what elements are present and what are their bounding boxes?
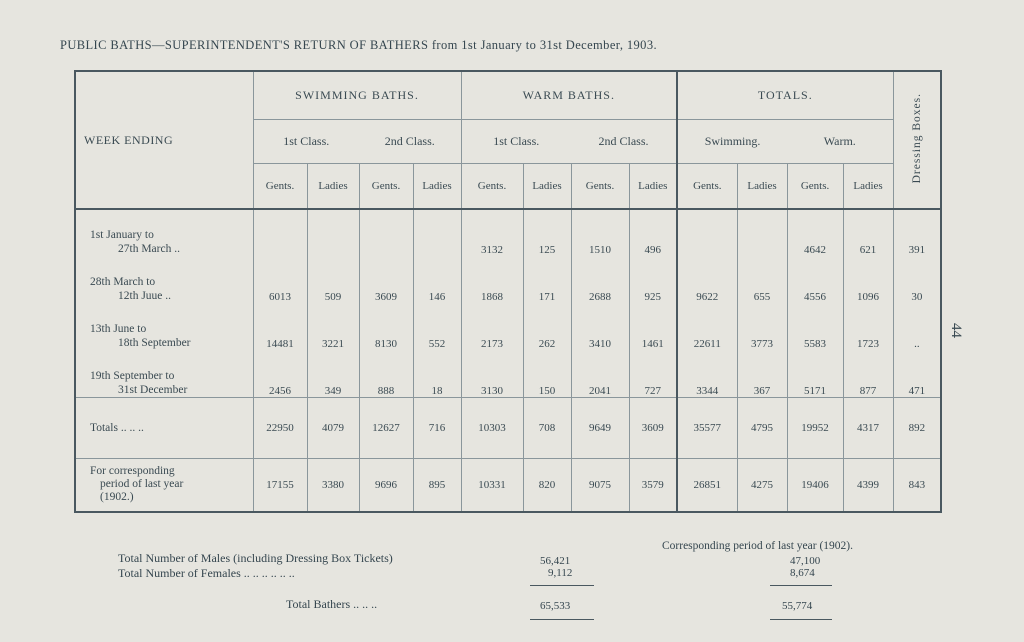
cell: 349 xyxy=(307,350,359,397)
totals-warm-header: Warm. xyxy=(787,119,893,163)
cell: 2041 xyxy=(571,350,629,397)
bathers-label: Total Bathers .. .. .. xyxy=(286,597,378,611)
cell: 3344 xyxy=(677,350,737,397)
gents-header: Gents. xyxy=(571,163,629,209)
cell: 1461 xyxy=(629,303,677,350)
cell: 708 xyxy=(523,397,571,458)
females-label: Total Number of Females .. .. .. .. .. .. xyxy=(118,566,295,580)
cell xyxy=(359,209,413,256)
cell: 1868 xyxy=(461,256,523,303)
gents-header: Gents. xyxy=(677,163,737,209)
cell: 4556 xyxy=(787,256,843,303)
cell: 3221 xyxy=(307,303,359,350)
cell: 10331 xyxy=(461,458,523,512)
cell: 655 xyxy=(737,256,787,303)
cell: 8130 xyxy=(359,303,413,350)
bathers-1902-value: 55,774 xyxy=(782,600,813,612)
subtotal-rule xyxy=(530,585,594,586)
cell: 4317 xyxy=(843,397,893,458)
row-label: 28th March to 12th Juue .. xyxy=(75,256,253,303)
cell: 9696 xyxy=(359,458,413,512)
row-label: 1st January to 27th March .. xyxy=(75,209,253,256)
cell: 892 xyxy=(893,397,941,458)
cell: 2688 xyxy=(571,256,629,303)
cell: 30 xyxy=(911,291,923,303)
cell: 171 xyxy=(523,256,571,303)
cell: 146 xyxy=(413,256,461,303)
swim-2nd-class-header: 2nd Class. xyxy=(359,119,461,163)
females-1903-value: 9,112 xyxy=(548,567,573,579)
cell: 10303 xyxy=(461,397,523,458)
cell: 877 xyxy=(843,350,893,397)
week-ending-header: WEEK ENDING xyxy=(75,71,253,209)
ladies-header: Ladies xyxy=(737,163,787,209)
page-title: PUBLIC BATHS—SUPERINTENDENT'S RETURN OF BATHERS from 1st January to 31st December, 1903. xyxy=(60,38,658,52)
cell: 4399 xyxy=(843,458,893,512)
cell: 4275 xyxy=(737,458,787,512)
cell: 391 xyxy=(908,244,926,256)
cell: 3609 xyxy=(629,397,677,458)
cell: 5583 xyxy=(787,303,843,350)
bathers-return-table xyxy=(74,70,942,513)
warm-2nd-class-header: 2nd Class. xyxy=(571,119,677,163)
cell xyxy=(253,209,307,256)
cell: 19952 xyxy=(787,397,843,458)
cell: .. xyxy=(914,338,920,350)
cell: 925 xyxy=(629,256,677,303)
table-row xyxy=(75,303,941,350)
cell: 4079 xyxy=(307,397,359,458)
cell: 3410 xyxy=(571,303,629,350)
gents-header: Gents. xyxy=(359,163,413,209)
totals-label: Totals .. .. .. xyxy=(75,397,253,458)
warm-1st-class-header: 1st Class. xyxy=(461,119,571,163)
total-rule xyxy=(770,619,832,620)
cell: 262 xyxy=(523,303,571,350)
cell: 14481 xyxy=(253,303,307,350)
cell: 2173 xyxy=(461,303,523,350)
cell: 509 xyxy=(307,256,359,303)
corresponding-period-header: Corresponding period of last year (1902). xyxy=(662,540,853,552)
cell: 888 xyxy=(359,350,413,397)
cell: 9649 xyxy=(571,397,629,458)
subtotal-rule xyxy=(770,585,832,586)
totals-row xyxy=(75,397,941,458)
males-1902-value: 47,100 xyxy=(790,555,821,567)
cell: 9622 xyxy=(677,256,737,303)
corresponding-period-row xyxy=(75,458,941,512)
page-number: 44 xyxy=(948,323,964,338)
cell: 4795 xyxy=(737,397,787,458)
gents-header: Gents. xyxy=(787,163,843,209)
row-label: 19th September to 31st December xyxy=(75,350,253,397)
table-row xyxy=(75,256,941,303)
cell: 22950 xyxy=(253,397,307,458)
cell xyxy=(737,209,787,256)
table-row xyxy=(75,350,941,397)
corresponding-label: For corresponding period of last year (1902.) xyxy=(75,458,253,512)
males-label: Total Number of Males (including Dressing Box Tickets) xyxy=(118,551,393,565)
cell: 727 xyxy=(629,350,677,397)
cell: 3380 xyxy=(307,458,359,512)
cell: 621 xyxy=(843,209,893,256)
cell xyxy=(307,209,359,256)
row-label: 13th June to 18th September xyxy=(75,303,253,350)
cell: 3773 xyxy=(737,303,787,350)
bathers-1903-value: 65,533 xyxy=(540,600,571,612)
cell: 150 xyxy=(523,350,571,397)
cell: 19406 xyxy=(787,458,843,512)
cell: 471 xyxy=(893,350,941,397)
cell: 820 xyxy=(523,458,571,512)
cell: 367 xyxy=(737,350,787,397)
gents-header: Gents. xyxy=(461,163,523,209)
cell: 1510 xyxy=(571,209,629,256)
cell: 3130 xyxy=(461,350,523,397)
females-1902-value: 8,674 xyxy=(790,567,815,579)
cell: 12627 xyxy=(359,397,413,458)
cell: 5171 xyxy=(787,350,843,397)
cell: 843 xyxy=(908,478,926,491)
cell: 4642 xyxy=(787,209,843,256)
warm-baths-header: WARM BATHS. xyxy=(461,71,677,119)
cell xyxy=(677,209,737,256)
cell: 6013 xyxy=(253,256,307,303)
dressing-boxes-header: Dressing Boxes. xyxy=(893,71,941,209)
gents-header: Gents. xyxy=(253,163,307,209)
cell: 3579 xyxy=(629,458,677,512)
swimming-baths-header: SWIMMING BATHS. xyxy=(253,71,461,119)
cell: 552 xyxy=(413,303,461,350)
table-row xyxy=(75,209,941,256)
cell: 895 xyxy=(413,458,461,512)
ladies-header: Ladies xyxy=(843,163,893,209)
cell: 3132 xyxy=(461,209,523,256)
total-rule xyxy=(530,619,594,620)
cell: 3609 xyxy=(359,256,413,303)
cell: 35577 xyxy=(677,397,737,458)
ladies-header: Ladies xyxy=(413,163,461,209)
ladies-header: Ladies xyxy=(629,163,677,209)
cell: 1096 xyxy=(843,256,893,303)
cell: 716 xyxy=(413,397,461,458)
swim-1st-class-header: 1st Class. xyxy=(253,119,359,163)
totals-header: TOTALS. xyxy=(677,71,893,119)
cell: 26851 xyxy=(677,458,737,512)
ladies-header: Ladies xyxy=(523,163,571,209)
cell: 2456 xyxy=(253,350,307,397)
cell: 496 xyxy=(629,209,677,256)
cell: 9075 xyxy=(571,458,629,512)
cell: 1723 xyxy=(843,303,893,350)
cell xyxy=(413,209,461,256)
cell: 18 xyxy=(413,350,461,397)
cell: 125 xyxy=(523,209,571,256)
ladies-header: Ladies xyxy=(307,163,359,209)
cell: 22611 xyxy=(677,303,737,350)
totals-swimming-header: Swimming. xyxy=(677,119,787,163)
males-1903-value: 56,421 xyxy=(540,555,571,567)
cell: 17155 xyxy=(253,458,307,512)
